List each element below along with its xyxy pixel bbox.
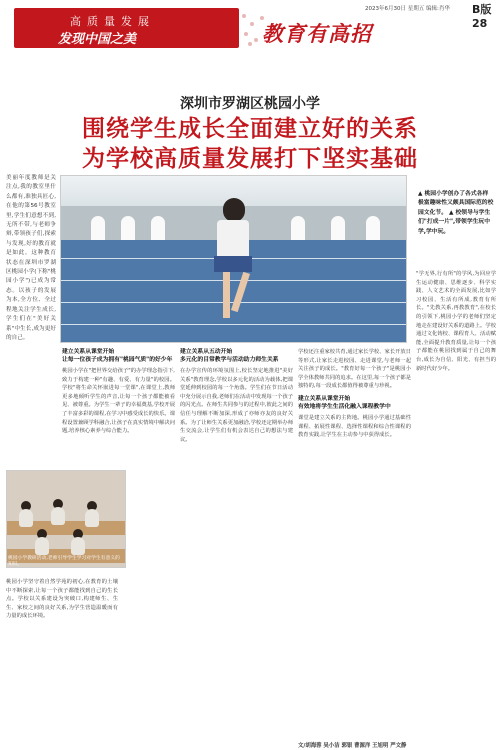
- column-3-text-2: 课堂是建立关系的主阵地。桃园小学通过基础性课程、拓展性课程、选择性课程和综合性课程的教育实践,让学生在主动参与中获得成长。: [298, 414, 411, 439]
- headline-line-2: 为学校高质量发展打下坚实基础: [82, 145, 418, 172]
- column-banner: [14, 8, 239, 48]
- banner-line-2: 发现中国之美: [58, 32, 137, 47]
- column-2: [180, 348, 293, 746]
- banner-line-1: 高质量发展: [70, 15, 155, 28]
- subheading-1: 建立关系从课堂开始 让每一位孩子成为拥有"桃园气质"的好少年: [62, 349, 173, 363]
- photo-caption-left: 桃园小学教研活动,老师引导学生学习对学生有意义的知识。: [8, 556, 120, 567]
- column-3: [298, 348, 411, 746]
- main-photo: [60, 175, 407, 343]
- left-column-continued: 桃园小学坚守着自然学苑的初心,在教育的土壤中不断探索,让每一个孩子都能找到自己的生长点。学校以关系建设为突破口,构建师生、生生、家校之间的良好关系,为学生营造温暖而有力量的成长环境。: [6, 579, 118, 620]
- column-1: [62, 348, 175, 746]
- photo-caption-right: ▲ 桃园小学创办了各式各样极富趣味性又颇具国际范的校园文化节。 ▲ 校领导与学生们"打成一片",带领学生玩中学,学中玩。: [418, 191, 494, 235]
- headline-line-1: 围绕学生成长全面建立好的关系: [82, 115, 418, 142]
- column-4: "学无界,行有所"的学风,为回应学生运动健康、思维逐步、科学实践、人文艺术的全面发展,比如学习校园、生活有所成,教育有所长。"先教关系,再教教育",在校长的引领下,桃园小学的老师们坚定地走在建设好关系的道路上。学校通过文化铸校、课程育人、活动赋能,全面提升教育质量,让每一个孩子都能在桃园找到属于自己的舞台,成长为自信、阳光、有担当的新时代好少年。: [416, 271, 496, 372]
- running-student: [211, 198, 257, 338]
- subheading-2: 建立关系从五动开始 多元化的目常教学与活动助力师生关系: [180, 349, 279, 363]
- intro-paragraph: 美丽年度教师是关注点,我的教室里什么都有,准独具匠心,在他的第56号教室里,学生们意想不到,无所不带,与老师争辩,带领孩子们,探索与发现,好的教育就是如此。这种教育状态在深圳市罗湖区桃园小学(下称"桃园小学")已成为常态。以孩子的发展为本,全方位、全过程地关注学生成长,学生们在"美好关系"中生长,成为更好的自己。: [6, 175, 56, 341]
- section-title: 教育有高招: [262, 21, 372, 46]
- subheading-3: 建立关系从课堂开始 有效地将学生生活化融入课程教学中: [298, 395, 391, 410]
- column-2-text: 在办学宣传的环境氛围上,校长坚定地推进"美好关系"教育理念,学校以多元化的活动为载体,把课堂延伸到校园的每一个角落。学生们在节日活动中充分展示自我,老师们在活动中发现每一个孩子的闪光点。在师生共同参与的过程中,彼此之间的信任与理解不断加深,形成了亦师亦友的良好关系。为了让师生关系更加融洽,学校还定期举办师生交流会,让学生们有机会表达自己的想法与建议。: [180, 368, 293, 443]
- column-1-text: 桃园小学在"把世界交给孩子"的办学理念指引下,致力于构建一种"有趣、有爱、有力量"的校园。学校"将生命关怀嵌进每一堂课",在课堂上,教师更多地倾听学生的声音,让每一个孩子都能被看见、被尊重。为学生一辈子的幸福奠基,学校开展了丰富多彩的课程,在学习中感受成长的快乐。课程设置兼顾学科融合,让孩子在真实情境中解决问题,培养核心素养与综合能力。: [62, 368, 175, 435]
- date-meta: 2023年6月30日 星期五 编辑:肖华: [365, 6, 450, 12]
- page-number: B版 28: [472, 3, 492, 30]
- article-kicker: 深圳市罗湖区桃园小学: [180, 96, 320, 112]
- byline-credits: 文/胡海蓉 吴小洁 郭银 曹源洋 王旭明 严文静: [298, 743, 407, 749]
- page-banner: [0, 0, 500, 52]
- column-3-text: 学校还注重家校共育,通过家长学校、家长开放日等形式,让家长走进校园、走进课堂,与老师一起关注孩子的成长。"教育好每一个孩子"是桃园小学全体教师共同的追求。在这里,每一个孩子都是独特的,每一段成长都值得被尊重与珍视。: [298, 349, 411, 390]
